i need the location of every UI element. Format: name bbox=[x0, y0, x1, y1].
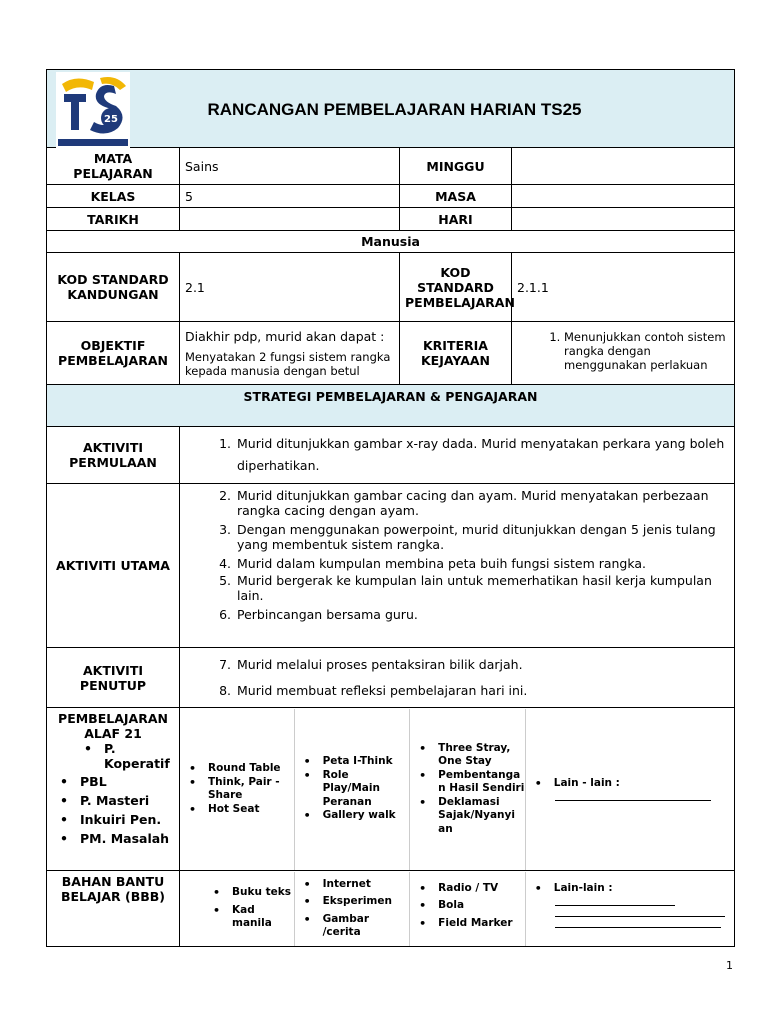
masa-label: MASA bbox=[400, 185, 512, 208]
lain-lain-line[interactable] bbox=[555, 917, 721, 928]
bbb-option[interactable]: • Eksperimen bbox=[323, 895, 410, 909]
tarikh-value[interactable] bbox=[180, 208, 400, 231]
bbb-lain-lain[interactable]: • Lain-lain : bbox=[554, 882, 734, 896]
alaf21-option[interactable]: • Three Stray, One Stay bbox=[438, 742, 525, 769]
svg-text:25: 25 bbox=[104, 114, 118, 125]
alaf21-option[interactable]: • Role Play/Main Peranan bbox=[323, 769, 410, 810]
lain-lain-line[interactable] bbox=[555, 790, 711, 801]
bbb-option[interactable]: • Gambar /cerita bbox=[323, 913, 410, 940]
alaf21-cell bbox=[47, 708, 180, 871]
lain-lain-line[interactable] bbox=[555, 895, 675, 906]
objektif-cell[interactable] bbox=[180, 322, 400, 385]
objektif-intro: Diakhir pdp, murid akan dapat : bbox=[185, 328, 385, 344]
utama-item-2: 2. Murid ditunjukkan gambar cacing dan ayam. Murid menyatakan perbezaan rangka cacing dengan ayam. bbox=[235, 488, 729, 518]
strategy-heading: STRATEGI PEMBELAJARAN & PENGAJARAN bbox=[47, 385, 735, 427]
mata-pelajaran-value[interactable]: Sains bbox=[180, 148, 400, 185]
alaf21-options bbox=[180, 708, 735, 871]
alaf21-option[interactable]: • Round Table bbox=[208, 762, 294, 776]
kod-standard-kandungan-label: KOD STANDARD KANDUNGAN bbox=[47, 253, 180, 322]
kod-standard-pembelajaran-value[interactable]: 2.1.1 bbox=[512, 253, 735, 322]
bbb-option[interactable]: • Buku teks bbox=[232, 886, 294, 900]
alaf21-option[interactable]: • Think, Pair - Share bbox=[208, 776, 294, 803]
alaf21-left-item: • PM. Masalah bbox=[80, 831, 174, 846]
kod-standard-pembelajaran-label: KOD STANDARD PEMBELAJARAN bbox=[400, 253, 512, 322]
kelas-label: KELAS bbox=[47, 185, 180, 208]
aktiviti-penutup-label: AKTIVITI PENUTUP bbox=[47, 648, 180, 708]
bbb-option[interactable]: • Radio / TV bbox=[438, 882, 512, 896]
alaf21-lain-lain[interactable]: • Lain - lain : bbox=[554, 777, 734, 791]
lain-lain-line[interactable] bbox=[555, 906, 725, 917]
kod-standard-kandungan-value[interactable]: 2.1 bbox=[180, 253, 400, 322]
aktiviti-permulaan-cell[interactable] bbox=[180, 427, 735, 484]
utama-item-4: 4. Murid dalam kumpulan membina peta buih fungsi sistem rangka. bbox=[235, 556, 729, 571]
kriteria-label: KRITERIA KEJAYAAN bbox=[400, 322, 512, 385]
alaf21-option[interactable]: • Gallery walk bbox=[323, 809, 410, 823]
alaf21-option[interactable]: • Peta I-Think bbox=[323, 755, 410, 769]
aktiviti-utama-label: AKTIVITI UTAMA bbox=[47, 484, 180, 648]
minggu-value[interactable] bbox=[512, 148, 735, 185]
bbb-option[interactable]: • Bola bbox=[438, 899, 512, 913]
minggu-label: MINGGU bbox=[400, 148, 512, 185]
alaf21-option[interactable]: • Hot Seat bbox=[208, 803, 294, 817]
bbb-option[interactable]: • Field Marker bbox=[438, 917, 512, 931]
kelas-value[interactable]: 5 bbox=[180, 185, 400, 208]
alaf21-left-item: • Inkuiri Pen. bbox=[80, 812, 174, 827]
penutup-item-8: 8. Murid membuat refleksi pembelajaran hari ini. bbox=[235, 678, 729, 704]
kriteria-item: 1. Menunjukkan contoh sistem rangka dengan menggunakan perlakuan bbox=[564, 330, 729, 372]
objektif-label: OBJEKTIF PEMBELAJARAN bbox=[47, 322, 180, 385]
kriteria-cell[interactable] bbox=[512, 322, 735, 385]
header bbox=[47, 70, 735, 148]
alaf21-option[interactable]: • Deklamasi Sajak/Nyanyi an bbox=[438, 796, 525, 837]
lesson-plan-page bbox=[46, 69, 734, 947]
utama-item-3: 3. Dengan menggunakan powerpoint, murid ditunjukkan dengan 5 jenis tulang yang membentuk sistem rangka. bbox=[235, 522, 729, 552]
utama-item-6: 6. Perbincangan bersama guru. bbox=[235, 607, 729, 622]
tarikh-label: TARIKH bbox=[47, 208, 180, 231]
aktiviti-permulaan-label: AKTIVITI PERMULAAN bbox=[47, 427, 180, 484]
alaf21-left-item: • PBL bbox=[80, 774, 174, 789]
hari-value[interactable] bbox=[512, 208, 735, 231]
lesson-plan-table bbox=[46, 69, 735, 947]
aktiviti-penutup-cell[interactable] bbox=[180, 648, 735, 708]
hari-label: HARI bbox=[400, 208, 512, 231]
masa-value[interactable] bbox=[512, 185, 735, 208]
alaf21-heading: PEMBELAJARAN ALAF 21 bbox=[58, 711, 168, 741]
page-title: RANCANGAN PEMBELAJARAN HARIAN TS25 bbox=[207, 100, 582, 119]
mata-pelajaran-label: MATA PELAJARAN bbox=[47, 148, 180, 185]
aktiviti-utama-cell[interactable] bbox=[180, 484, 735, 648]
alaf21-left-item: • P. Koperatif bbox=[104, 741, 174, 771]
topic-row: Manusia bbox=[47, 231, 735, 253]
bbb-label: BAHAN BANTU BELAJAR (BBB) bbox=[47, 871, 180, 947]
objektif-text: Menyatakan 2 fungsi sistem rangka kepada manusia dengan betul bbox=[185, 349, 391, 378]
permulaan-item: 1. Murid ditunjukkan gambar x-ray dada. Murid menyatakan perkara yang boleh diperhatikan. bbox=[235, 433, 729, 477]
bbb-options bbox=[180, 871, 735, 947]
alaf21-option[interactable]: • Pembentanga n Hasil Sendiri bbox=[438, 769, 525, 796]
penutup-item-7: 7. Murid melalui proses pentaksiran bilik darjah. bbox=[235, 652, 729, 678]
bbb-option[interactable]: • Kad manila bbox=[232, 904, 294, 931]
page-number: 1 bbox=[726, 959, 733, 972]
bbb-option[interactable]: • Internet bbox=[323, 878, 410, 892]
utama-item-5: 5. Murid bergerak ke kumpulan lain untuk memerhatikan hasil kerja kumpulan lain. bbox=[235, 573, 729, 603]
alaf21-left-item: • P. Masteri bbox=[80, 793, 174, 808]
